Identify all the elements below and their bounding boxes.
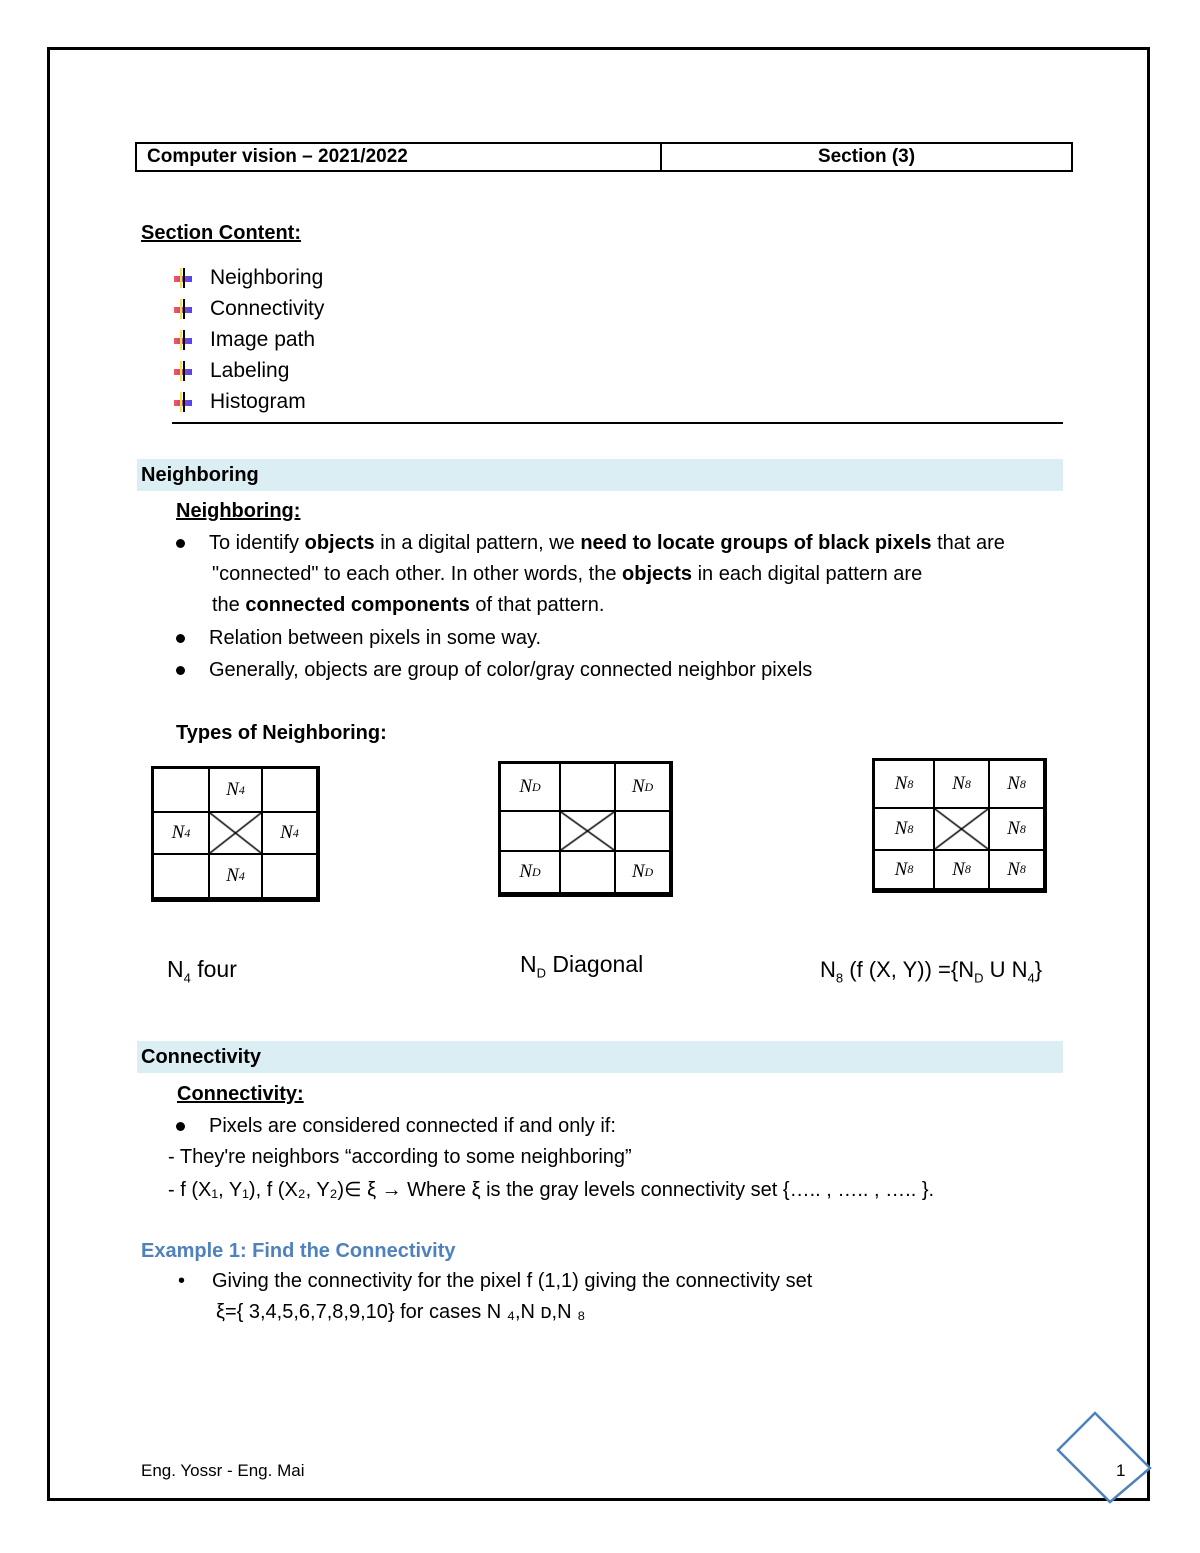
- arrow-bullet-icon: [174, 392, 196, 412]
- grid-cell: [560, 851, 615, 893]
- grid-cell: N 8: [989, 760, 1044, 808]
- grid-cell: N 4: [209, 768, 262, 812]
- n4-grid: [151, 766, 320, 902]
- grid-cell: N 8: [989, 850, 1044, 889]
- contents-item: [174, 359, 324, 390]
- contents-item: [174, 297, 324, 328]
- center-pixel-cell: [560, 811, 615, 851]
- grid-cell: N 8: [874, 850, 934, 889]
- header-table: [135, 142, 1073, 172]
- grid-cell: [560, 763, 615, 811]
- text-run: "connected" to each other. In other words, the: [212, 563, 623, 585]
- connectivity-line-1: - They're neighbors “according to some neighboring”: [168, 1146, 632, 1168]
- course-title: Computer vision – 2021/2022: [137, 144, 662, 170]
- grid-cell: N 8: [934, 760, 989, 808]
- grid-cell: N 8: [874, 760, 934, 808]
- text-run: To identify: [209, 532, 305, 554]
- contents-item-label: Image path: [210, 328, 316, 351]
- bullet-1-line-3: [212, 594, 604, 617]
- n8-grid: [872, 758, 1047, 893]
- grid-cell: [262, 854, 317, 898]
- section-number: Section (3): [817, 146, 916, 167]
- center-pixel-cell: [934, 808, 989, 850]
- divider: [172, 422, 1063, 424]
- bullet-3: Generally, objects are group of color/gray connected neighbor pixels: [176, 659, 812, 682]
- connectivity-bullet: Pixels are considered connected if and only if:: [176, 1115, 616, 1138]
- grid-cell: N 8: [989, 808, 1044, 850]
- neighboring-subtitle: Neighboring:: [176, 500, 301, 522]
- text-run: the: [212, 594, 246, 616]
- grid-cell: [153, 854, 209, 898]
- page-number: 1: [1116, 1461, 1126, 1480]
- text-run: that are: [931, 532, 1005, 554]
- grid-cell: N 8: [934, 850, 989, 889]
- contents-item: [174, 390, 324, 421]
- page-number-diamond-icon: [1055, 1410, 1157, 1510]
- types-title: Types of Neighboring:: [176, 722, 387, 744]
- bullet-1: [176, 532, 1005, 555]
- grid-cell: N 4: [209, 854, 262, 898]
- n4-caption: $N_4$ four: [167, 956, 237, 986]
- arrow-bullet-icon: [174, 268, 196, 288]
- section-band-neighboring: Neighboring: [137, 459, 1063, 491]
- grid-cell: [500, 811, 560, 851]
- grid-cell: N D: [615, 763, 670, 811]
- arrow-bullet-icon: [174, 299, 196, 319]
- text-run: objects: [622, 563, 693, 585]
- footer-authors: Eng. Yossr - Eng. Mai: [141, 1461, 305, 1480]
- text-run: connected components: [245, 594, 470, 616]
- contents-item: [174, 266, 324, 297]
- connectivity-line-2: - f (X₁, Y₁), f (X₂, Y₂)∈ ξ → Where ξ is the gray levels connectivity set {….. , ….. , ….. }.: [168, 1179, 935, 1201]
- example-line-1: • Giving the connectivity for the pixel f (1,1) giving the connectivity set: [178, 1270, 813, 1292]
- grid-cell: N D: [500, 763, 560, 811]
- center-pixel-cell: [209, 812, 262, 854]
- text-run: objects: [304, 532, 375, 554]
- example-line-2: ξ={ 3,4,5,6,7,8,9,10} for cases N ₄,N ᴅ,N ₈: [216, 1301, 586, 1323]
- arrow-bullet-icon: [174, 361, 196, 381]
- grid-cell: N D: [615, 851, 670, 893]
- text-run: of that pattern.: [469, 594, 605, 616]
- contents-item-label: Histogram: [210, 390, 306, 413]
- nd-caption: $N_D$ Diagonal: [520, 951, 644, 981]
- contents-title: Section Content:: [141, 222, 301, 244]
- grid-cell: [615, 811, 670, 851]
- grid-cell: N 4: [262, 812, 317, 854]
- text-run: in each digital pattern are: [692, 563, 923, 585]
- n8-caption: $N_8$ (f (X, $Y)) =\{N_D$ U $N_4$}: [820, 957, 1043, 986]
- contents-list: [174, 266, 324, 421]
- bullet-1-line-2: [212, 563, 922, 586]
- grid-cell: N D: [500, 851, 560, 893]
- connectivity-subtitle: Connectivity:: [177, 1083, 304, 1105]
- bullet-2: Relation between pixels in some way.: [176, 627, 541, 650]
- text-run: need to locate groups of black pixels: [580, 532, 932, 554]
- example-title: Example 1: Find the Connectivity: [141, 1240, 456, 1262]
- arrow-bullet-icon: [174, 330, 196, 350]
- section-band-connectivity: Connectivity: [137, 1041, 1063, 1073]
- grid-cell: [153, 768, 209, 812]
- contents-item-label: Neighboring: [210, 266, 324, 289]
- contents-item-label: Labeling: [210, 359, 290, 382]
- nd-grid: [498, 761, 673, 897]
- grid-cell: N 8: [874, 808, 934, 850]
- grid-cell: N 4: [153, 812, 209, 854]
- text-run: in a digital pattern, we: [374, 532, 581, 554]
- contents-item: [174, 328, 324, 359]
- grid-cell: [262, 768, 317, 812]
- contents-item-label: Connectivity: [210, 297, 325, 320]
